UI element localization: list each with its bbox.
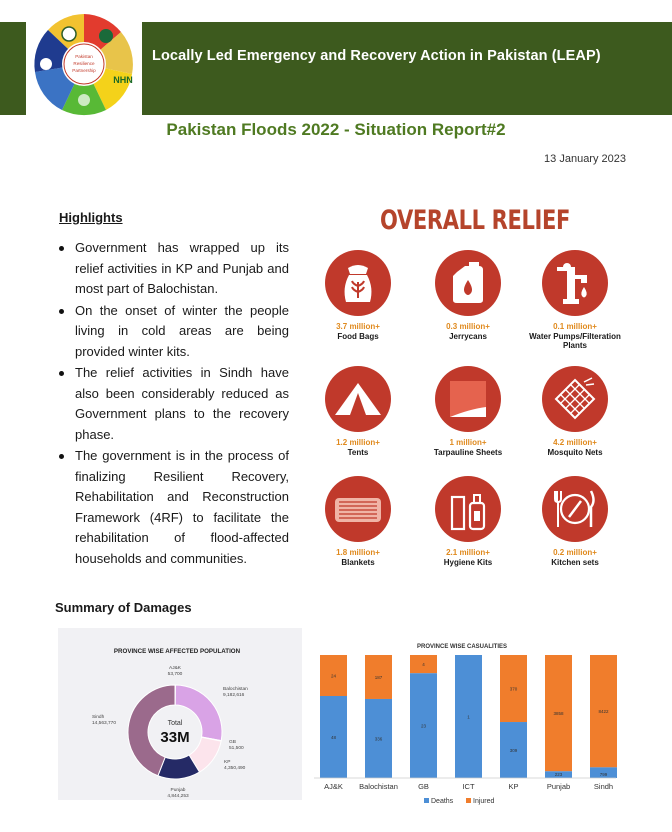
relief-label: Jerrycans [449, 332, 487, 341]
bar-category-label: Sindh [593, 782, 614, 791]
bar-label-injured: 4 [422, 662, 425, 668]
relief-value: 0.1 million+ [553, 322, 597, 331]
bar-category-label: KP [508, 782, 519, 791]
relief-value: 1 million+ [449, 438, 487, 447]
relief-circle [325, 476, 391, 542]
relief-label: Mosquito Nets [547, 448, 603, 457]
highlight-item: The government is in the process of finalizing Resilient Recovery, Rehabilitation and Reconstruction Framework (4RF) to facilitate the rehabilitation of flood-affected households and communities. [57, 446, 289, 569]
relief-value: 2.1 million+ [446, 548, 490, 557]
bar-chart-title: PROVINCE WISE CASUALITIES [416, 644, 508, 650]
hygiene-kit-icon [448, 487, 488, 531]
water-pump-icon [553, 261, 597, 305]
jerrycan-icon [449, 262, 487, 304]
relief-item-mosquito-nets [520, 366, 630, 457]
partnership-logo [26, 12, 142, 116]
relief-item-blankets [303, 476, 413, 567]
bar-label-injured: 8422 [598, 709, 609, 715]
header-bar [142, 22, 672, 115]
relief-value: 0.2 million+ [553, 548, 597, 557]
relief-circle [435, 250, 501, 316]
relief-label: Hygiene Kits [443, 558, 493, 567]
logo-text-3: Partnership [72, 68, 96, 73]
relief-label: Blankets [341, 558, 375, 567]
relief-value: 1.2 million+ [336, 438, 380, 447]
overall-relief-title: OVERALL RELIEF [380, 205, 570, 236]
casualties-chart [306, 628, 624, 806]
bar-label-deaths: 23 [420, 723, 427, 729]
highlights-list [57, 238, 289, 570]
food-bag-icon [338, 262, 378, 304]
bar-category-label: GB [418, 782, 429, 791]
pie-label-value: 4,350,490 [224, 766, 246, 771]
casualties-svg [306, 628, 624, 806]
relief-label: Tarpauline Sheets [433, 448, 503, 457]
affected-population-svg [58, 628, 302, 800]
legend-label: Injured [473, 798, 495, 805]
bar-label-deaths: 799 [599, 772, 608, 777]
bar-category-label: AJ&K [324, 782, 343, 791]
pie-chart-title: PROVINCE WISE AFFECTED POPULATION [113, 648, 241, 655]
bar-label-injured: 24 [330, 673, 337, 679]
relief-item-tarpaulin [413, 366, 523, 457]
relief-value: 3.7 million+ [336, 322, 380, 331]
bar-category-label: ICT [462, 782, 475, 791]
header-left-bar [0, 22, 26, 115]
relief-value: 0.3 million+ [446, 322, 490, 331]
header-title: Locally Led Emergency and Recovery Action in Pakistan (LEAP) [152, 48, 601, 64]
highlight-item: On the onset of winter the people living in cold areas are being provided winter kits. [57, 301, 289, 363]
highlights-title: Highlights [59, 210, 123, 225]
bar-label-injured: 187 [374, 674, 383, 680]
bar-label-injured: 3858 [553, 711, 564, 717]
pie-label-value: 53,700 [167, 672, 183, 677]
pie-label-name: Balochistan [223, 687, 248, 692]
pie-label-value: 4,844,253 [167, 794, 189, 799]
blanket-icon [333, 492, 383, 526]
relief-circle [325, 250, 391, 316]
highlight-item: Government has wrapped up its relief activities in KP and Punjab and most part of Balochistan. [57, 238, 289, 300]
relief-circle [542, 250, 608, 316]
affected-population-chart [58, 628, 302, 800]
relief-label: Food Bags [337, 332, 379, 341]
pie-label-name: GB [229, 740, 236, 745]
legend-label: Deaths [431, 798, 454, 805]
relief-item-food-bags [303, 250, 413, 341]
relief-item-kitchen-sets [520, 476, 630, 567]
bar-label-deaths: 48 [330, 735, 337, 740]
relief-label: Kitchen sets [551, 558, 599, 567]
mosquito-net-icon [552, 376, 598, 422]
relief-item-tents [303, 366, 413, 457]
relief-circle [542, 476, 608, 542]
pie-center-value: 33M [160, 729, 190, 746]
legend-swatch [424, 798, 429, 803]
bar-label-deaths: 336 [374, 736, 383, 742]
pie-label-value: 51,500 [229, 746, 244, 751]
report-date: 13 January 2023 [544, 153, 626, 165]
tarpaulin-icon [448, 379, 488, 419]
relief-circle [542, 366, 608, 432]
highlight-item: The relief activities in Sindh have also been considerably reduced as Government plans to the recovery phase. [57, 363, 289, 445]
relief-item-water-pumps [520, 250, 630, 350]
report-title: Pakistan Floods 2022 - Situation Report#2 [166, 120, 506, 139]
relief-label: Tents [347, 448, 369, 457]
relief-label: Water Pumps/Filteration Plants [529, 332, 621, 350]
relief-value: 1.8 million+ [336, 548, 380, 557]
relief-value: 4.2 million+ [553, 438, 597, 447]
pie-center-label: Total [167, 720, 183, 727]
relief-item-hygiene-kits [413, 476, 523, 567]
tent-icon [333, 381, 383, 417]
pie-label-name: AJ&K [169, 666, 181, 671]
pie-label-name: Punjab [170, 788, 186, 793]
bar-category-label: Balochistan [359, 782, 398, 791]
pie-label-value: 14,563,770 [92, 721, 117, 726]
logo-text-2: Resilience [73, 61, 95, 66]
logo-text-1: Pakistan [75, 54, 93, 59]
logo-badge: NHN [113, 75, 133, 85]
pie-label-name: KP [224, 760, 231, 765]
bar-category-label: Punjab [546, 782, 571, 791]
relief-circle [325, 366, 391, 432]
relief-item-jerrycans [413, 250, 523, 341]
relief-circle [435, 476, 501, 542]
relief-circle [435, 366, 501, 432]
legend-swatch [466, 798, 471, 803]
summary-title: Summary of Damages [55, 600, 192, 615]
kitchen-set-icon [551, 487, 599, 531]
bar-label-injured: 370 [509, 686, 518, 692]
bar-label-deaths: 223 [554, 772, 563, 777]
bar-label-deaths: 309 [509, 748, 518, 754]
pie-label-name: Sindh [92, 715, 105, 720]
header [0, 0, 672, 115]
pie-label-value: 9,182,616 [223, 693, 245, 698]
bar-label-deaths: 1 [467, 714, 470, 720]
